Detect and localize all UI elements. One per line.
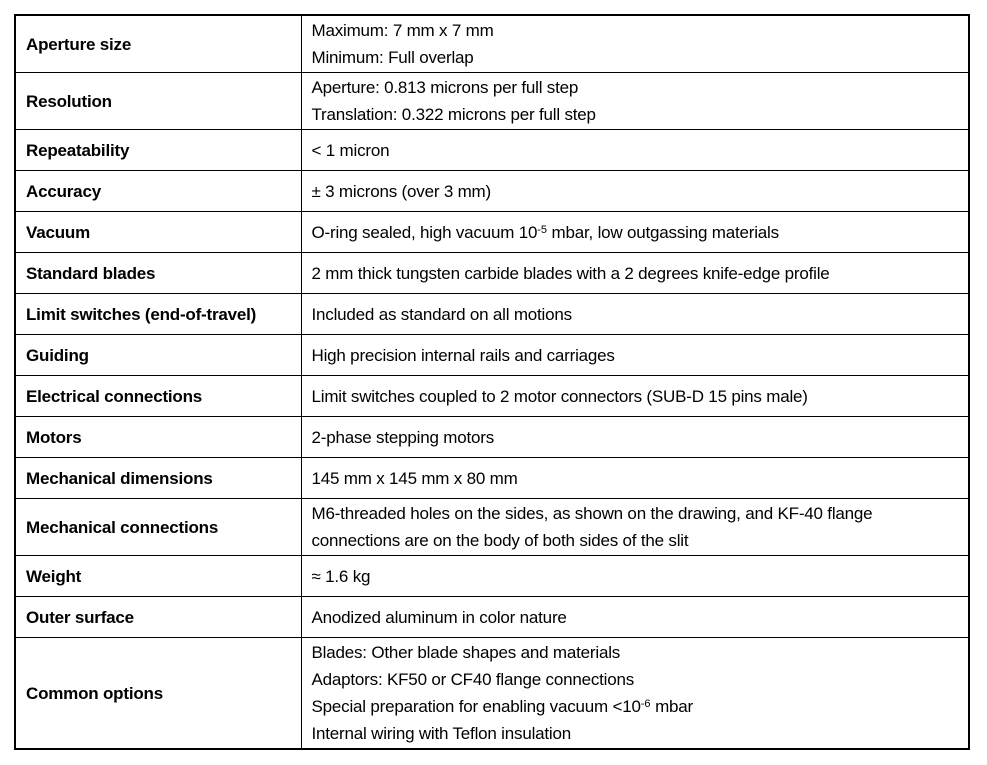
spec-label: Accuracy: [15, 171, 301, 212]
specifications-table: [14, 14, 970, 750]
spec-value-line: ± 3 microns (over 3 mm): [311, 181, 491, 201]
spec-value-line: ≈ 1.6 kg: [311, 566, 371, 586]
spec-value-line: Adaptors: KF50 or CF40 flange connections: [311, 670, 635, 689]
table-row: [15, 376, 969, 417]
table-row: [15, 499, 969, 556]
spec-value: [301, 417, 969, 458]
spec-value-line: Aperture: 0.813 microns per full step: [311, 78, 579, 97]
spec-value: [301, 376, 969, 417]
spec-value-line: Special preparation for enabling vacuum $<10^{-6}$ mbar: [311, 697, 694, 716]
spec-value-line: Translation: 0.322 microns per full step: [311, 105, 596, 124]
spec-table-body: [15, 15, 969, 749]
table-row: [15, 335, 969, 376]
spec-value: [301, 458, 969, 499]
table-row: [15, 597, 969, 638]
table-row: [15, 212, 969, 253]
spec-label: Guiding: [15, 335, 301, 376]
spec-value: [301, 212, 969, 253]
spec-value: [301, 253, 969, 294]
spec-value-line: Blades: Other blade shapes and materials: [311, 643, 621, 662]
table-row: [15, 458, 969, 499]
spec-value-line: M6-threaded holes on the sides, as shown on the drawing, and KF-40 flange connections are on the body of both sides of the slit: [311, 504, 873, 550]
spec-label: Limit switches (end-of-travel): [15, 294, 301, 335]
spec-value-line: < 1 micron: [311, 140, 390, 160]
spec-value-line: 2-phase stepping motors: [311, 427, 495, 447]
table-row: [15, 253, 969, 294]
spec-label: Mechanical connections: [15, 499, 301, 556]
spec-value: [301, 15, 969, 73]
table-row: [15, 417, 969, 458]
spec-value: [301, 638, 969, 750]
spec-label: Aperture size: [15, 15, 301, 73]
spec-value-line: O-ring sealed, high vacuum $10^{-5}$ mbar, low outgassing materials: [311, 222, 779, 242]
table-row: [15, 294, 969, 335]
table-row: [15, 556, 969, 597]
spec-value: [301, 335, 969, 376]
spec-value: [301, 130, 969, 171]
spec-value-line: High precision internal rails and carriages: [311, 345, 615, 365]
spec-value: [301, 556, 969, 597]
table-row: [15, 73, 969, 130]
spec-value-line: 145 mm x 145 mm x 80 mm: [311, 468, 518, 488]
spec-label: Electrical connections: [15, 376, 301, 417]
spec-label: Outer surface: [15, 597, 301, 638]
spec-value: [301, 73, 969, 130]
spec-value: [301, 294, 969, 335]
spec-label: Motors: [15, 417, 301, 458]
spec-label: Repeatability: [15, 130, 301, 171]
spec-label: Resolution: [15, 73, 301, 130]
spec-value-line: Included as standard on all motions: [311, 304, 572, 324]
spec-value-line: 2 mm thick tungsten carbide blades with a 2 degrees knife-edge profile: [311, 263, 830, 283]
table-row: [15, 171, 969, 212]
spec-value: [301, 499, 969, 556]
spec-label: Standard blades: [15, 253, 301, 294]
superscript-text: -5: [537, 223, 547, 236]
spec-label: Weight: [15, 556, 301, 597]
spec-value-line: Internal wiring with Teflon insulation: [311, 724, 572, 743]
table-row: [15, 638, 969, 750]
spec-value-line: Maximum: 7 mm x 7 mm: [311, 21, 494, 40]
spec-value-line: Anodized aluminum in color nature: [311, 607, 567, 627]
spec-value: [301, 171, 969, 212]
spec-value: [301, 597, 969, 638]
spec-value-line: Minimum: Full overlap: [311, 48, 474, 67]
table-row: [15, 15, 969, 73]
table-row: [15, 130, 969, 171]
spec-label: Common options: [15, 638, 301, 750]
spec-label: Mechanical dimensions: [15, 458, 301, 499]
spec-value-line: Limit switches coupled to 2 motor connectors (SUB-D 15 pins male): [311, 386, 808, 406]
superscript-text: -6: [640, 698, 651, 710]
spec-label: Vacuum: [15, 212, 301, 253]
